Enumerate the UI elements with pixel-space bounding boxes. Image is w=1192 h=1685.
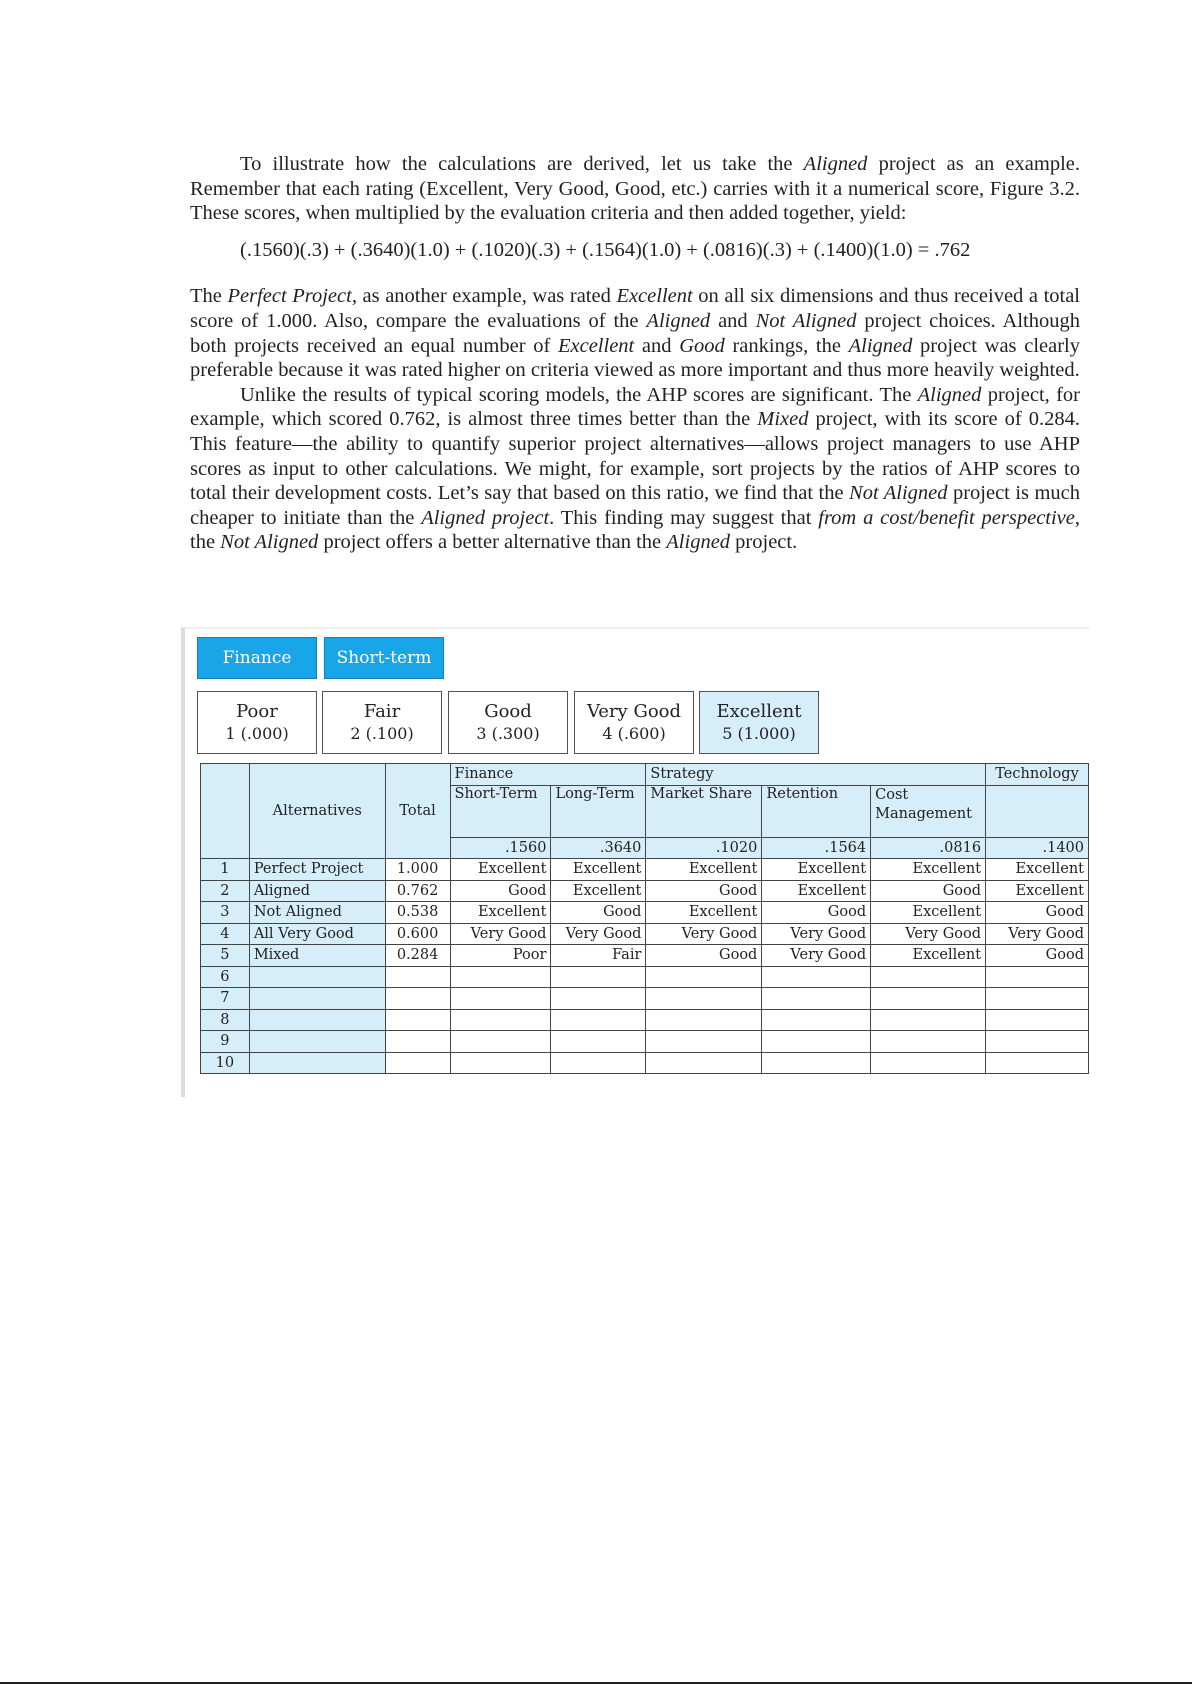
scale-value: 1 (.000) bbox=[225, 723, 289, 743]
rating-cell[interactable] bbox=[450, 1009, 551, 1031]
row-number[interactable]: 4 bbox=[201, 923, 250, 945]
footer-rule bbox=[0, 1682, 1192, 1684]
total-score[interactable]: 0.538 bbox=[385, 902, 450, 924]
rating-cell[interactable] bbox=[551, 1052, 646, 1074]
rating-cell[interactable]: Good bbox=[871, 880, 986, 902]
rating-cell[interactable]: Good bbox=[551, 902, 646, 924]
text-run: project. bbox=[730, 531, 798, 554]
rating-cell[interactable] bbox=[450, 1031, 551, 1053]
rating-cell[interactable] bbox=[871, 1031, 986, 1053]
row-number[interactable]: 7 bbox=[201, 988, 250, 1010]
alternatives-header: Alternatives bbox=[249, 764, 385, 859]
rating-cell[interactable]: Excellent bbox=[871, 902, 986, 924]
paragraph-3 bbox=[190, 383, 1080, 555]
rating-cell[interactable]: Good bbox=[450, 880, 551, 902]
body-text bbox=[190, 152, 1080, 555]
scale-value: 5 (1.000) bbox=[722, 723, 796, 743]
text-run: project, with its score of 0.284. This feature—the ability to quantify superior project alternatives—allows project managers to use AHP scores as input to other calculations. We might, for example, sort projects by the ratios of AHP scores to total their development costs. Let’s say that based on this ratio, we find that the bbox=[190, 408, 1081, 505]
row-number[interactable]: 2 bbox=[201, 880, 250, 902]
table-row bbox=[201, 902, 1089, 924]
alternative-name[interactable] bbox=[249, 966, 385, 988]
rating-cell[interactable] bbox=[871, 988, 986, 1010]
italic-run: Not Aligned bbox=[220, 531, 319, 554]
total-score[interactable]: 0.762 bbox=[385, 880, 450, 902]
ahp-score-table bbox=[200, 763, 1089, 1074]
rating-cell[interactable] bbox=[986, 1031, 1089, 1053]
rating-cell[interactable] bbox=[646, 1052, 762, 1074]
table-row bbox=[201, 923, 1089, 945]
rating-cell[interactable] bbox=[986, 1009, 1089, 1031]
rating-cell[interactable]: Excellent bbox=[871, 945, 986, 967]
rating-cell[interactable]: Good bbox=[646, 880, 762, 902]
rating-cell[interactable]: Good bbox=[762, 902, 871, 924]
text-run: To illustrate how the calculations are derived, let us take the bbox=[240, 153, 804, 175]
scale-poor[interactable] bbox=[197, 691, 317, 754]
total-score[interactable] bbox=[385, 1009, 450, 1031]
text-run: and bbox=[634, 334, 680, 357]
strategy-group-header: Strategy bbox=[646, 764, 986, 786]
rating-cell[interactable]: Excellent bbox=[762, 859, 871, 881]
rating-cell[interactable] bbox=[986, 1052, 1089, 1074]
weight-retention: .1564 bbox=[762, 837, 871, 859]
total-score[interactable] bbox=[385, 966, 450, 988]
total-score[interactable] bbox=[385, 1031, 450, 1053]
italic-run: Aligned bbox=[803, 153, 868, 175]
rating-cell[interactable]: Excellent bbox=[646, 859, 762, 881]
italic-run: Aligned bbox=[666, 531, 731, 554]
alternative-name[interactable]: Mixed bbox=[249, 945, 385, 967]
rating-cell[interactable] bbox=[646, 966, 762, 988]
rating-cell[interactable] bbox=[986, 988, 1089, 1010]
rating-cell[interactable]: Good bbox=[646, 945, 762, 967]
retention-header: Retention bbox=[762, 785, 871, 837]
market-share-header: Market Share bbox=[646, 785, 762, 837]
italic-run: from a cost/benefit perspective bbox=[818, 506, 1075, 529]
rating-cell[interactable] bbox=[986, 966, 1089, 988]
rating-cell[interactable]: Very Good bbox=[871, 923, 986, 945]
ahp-figure bbox=[181, 627, 1089, 1097]
table-row bbox=[201, 880, 1089, 902]
text-run: . This finding may suggest that bbox=[549, 506, 819, 529]
italic-run: Not Aligned bbox=[755, 309, 857, 332]
table-row bbox=[201, 859, 1089, 881]
italic-run: Aligned project bbox=[421, 506, 550, 529]
paragraph-1 bbox=[190, 152, 1080, 226]
scale-label: Good bbox=[484, 700, 532, 722]
row-number-header bbox=[201, 764, 250, 859]
italic-run: Mixed bbox=[757, 408, 809, 431]
rating-cell[interactable] bbox=[450, 966, 551, 988]
rating-cell[interactable] bbox=[551, 1031, 646, 1053]
rating-cell[interactable]: Poor bbox=[450, 945, 551, 967]
rating-cell[interactable] bbox=[871, 1009, 986, 1031]
scale-value: 3 (.300) bbox=[476, 723, 540, 743]
rating-cell[interactable] bbox=[551, 1009, 646, 1031]
rating-cell[interactable] bbox=[871, 966, 986, 988]
text-run: on all six dimensions and thus received a total score of 1.000. Also, compare the evaluations of the bbox=[190, 285, 1081, 332]
total-score[interactable] bbox=[385, 1052, 450, 1074]
alternative-name[interactable]: Not Aligned bbox=[249, 902, 385, 924]
italic-run: Excellent bbox=[557, 334, 635, 357]
scale-very-good[interactable] bbox=[574, 691, 694, 754]
row-number[interactable]: 6 bbox=[201, 966, 250, 988]
text-run: , the bbox=[190, 506, 1081, 554]
table-row bbox=[201, 988, 1089, 1010]
alternative-name[interactable]: Aligned bbox=[249, 880, 385, 902]
alternative-name[interactable]: All Very Good bbox=[249, 923, 385, 945]
rating-cell[interactable]: Very Good bbox=[762, 945, 871, 967]
short-term-header: Short-Term bbox=[450, 785, 551, 837]
table-row bbox=[201, 945, 1089, 967]
rating-cell[interactable]: Excellent bbox=[450, 859, 551, 881]
weight-market-share: .1020 bbox=[646, 837, 762, 859]
row-number[interactable]: 3 bbox=[201, 902, 250, 924]
text-run: rankings, the bbox=[724, 334, 849, 357]
rating-cell[interactable] bbox=[450, 1052, 551, 1074]
rating-cell[interactable] bbox=[551, 988, 646, 1010]
row-number[interactable]: 9 bbox=[201, 1031, 250, 1053]
rating-cell[interactable]: Excellent bbox=[762, 880, 871, 902]
rating-cell[interactable] bbox=[450, 988, 551, 1010]
rating-cell[interactable] bbox=[646, 988, 762, 1010]
rating-cell[interactable]: Very Good bbox=[986, 923, 1089, 945]
row-number[interactable]: 5 bbox=[201, 945, 250, 967]
finance-group-header: Finance bbox=[450, 764, 646, 786]
rating-cell[interactable] bbox=[762, 1052, 871, 1074]
alternative-name[interactable] bbox=[249, 1052, 385, 1074]
rating-cell[interactable]: Excellent bbox=[646, 902, 762, 924]
rating-cell[interactable]: Excellent bbox=[986, 880, 1089, 902]
italic-run: Aligned bbox=[848, 334, 913, 357]
scale-label: Very Good bbox=[586, 700, 682, 722]
table-row bbox=[201, 1009, 1089, 1031]
text-run: project offers a better alternative than the bbox=[318, 531, 667, 554]
text-run: project is much cheaper to initiate than the bbox=[190, 482, 1081, 529]
total-score[interactable]: 0.600 bbox=[385, 923, 450, 945]
text-run: project as an example. Remember that each rating (Excellent, Very Good, Good, etc.) carries with it a numerical score, Figure 3.2. These scores, when multiplied by the evaluation criteria and then added together, yield: bbox=[190, 153, 1080, 225]
rating-cell[interactable]: Good bbox=[986, 902, 1089, 924]
alternative-name[interactable]: Perfect Project bbox=[249, 859, 385, 881]
scale-fair[interactable] bbox=[322, 691, 442, 754]
italic-run: Good bbox=[679, 334, 725, 357]
scale-excellent[interactable] bbox=[699, 691, 819, 754]
total-score[interactable]: 1.000 bbox=[385, 859, 450, 881]
rating-cell[interactable]: Very Good bbox=[646, 923, 762, 945]
weight-technology: .1400 bbox=[986, 837, 1089, 859]
rating-cell[interactable]: Good bbox=[986, 945, 1089, 967]
cost-management-header: Cost Management bbox=[871, 785, 986, 837]
text-run: The bbox=[190, 285, 228, 308]
italic-run: Excellent bbox=[616, 285, 693, 308]
row-number[interactable]: 8 bbox=[201, 1009, 250, 1031]
scale-value: 4 (.600) bbox=[602, 723, 666, 743]
total-header: Total bbox=[385, 764, 450, 859]
paragraph-2 bbox=[190, 284, 1080, 382]
italic-run: Aligned bbox=[917, 383, 982, 406]
rating-cell[interactable] bbox=[762, 966, 871, 988]
scale-good[interactable] bbox=[448, 691, 568, 754]
table-row bbox=[201, 1052, 1089, 1074]
scale-value: 2 (.100) bbox=[350, 723, 414, 743]
row-number[interactable]: 1 bbox=[201, 859, 250, 881]
weight-cost-management: .0816 bbox=[871, 837, 986, 859]
rating-cell[interactable]: Excellent bbox=[986, 859, 1089, 881]
text-run: , as another example, was rated bbox=[351, 285, 617, 308]
rating-cell[interactable]: Excellent bbox=[551, 880, 646, 902]
rating-cell[interactable] bbox=[551, 966, 646, 988]
text-run: project was clearly preferable because it was rated higher on criteria viewed as more important and thus more heavily weighted. bbox=[190, 334, 1080, 382]
rating-cell[interactable] bbox=[762, 1031, 871, 1053]
long-term-header: Long-Term bbox=[551, 785, 646, 837]
rating-cell[interactable] bbox=[646, 1009, 762, 1031]
scale-label: Poor bbox=[236, 700, 278, 722]
text-run: project choices. Although both projects received an equal number of bbox=[190, 309, 1080, 357]
ahp-equation: (.1560)(.3) + (.3640)(1.0) + (.1020)(.3) + (.1564)(1.0) + (.0816)(.3) + (.1400)(1.0) = .762 bbox=[240, 238, 971, 261]
weight-long-term: .3640 bbox=[551, 837, 646, 859]
rating-cell[interactable] bbox=[871, 1052, 986, 1074]
rating-cell[interactable]: Very Good bbox=[551, 923, 646, 945]
total-score[interactable] bbox=[385, 988, 450, 1010]
alternative-name[interactable] bbox=[249, 1031, 385, 1053]
rating-cell[interactable]: Very Good bbox=[450, 923, 551, 945]
alternative-name[interactable] bbox=[249, 988, 385, 1010]
text-run: and bbox=[710, 309, 756, 332]
rating-cell[interactable] bbox=[646, 1031, 762, 1053]
rating-cell[interactable]: Excellent bbox=[551, 859, 646, 881]
row-number[interactable]: 10 bbox=[201, 1052, 250, 1074]
scale-label: Fair bbox=[363, 700, 401, 722]
rating-cell[interactable]: Excellent bbox=[450, 902, 551, 924]
italic-run: Not Aligned bbox=[849, 482, 948, 505]
rating-cell[interactable] bbox=[762, 988, 871, 1010]
text-run: project, for example, which scored 0.762, is almost three times better than the bbox=[190, 383, 1080, 431]
rating-cell[interactable] bbox=[762, 1009, 871, 1031]
table-row bbox=[201, 1031, 1089, 1053]
technology-subheader bbox=[986, 785, 1089, 837]
total-score[interactable]: 0.284 bbox=[385, 945, 450, 967]
weight-short-term: .1560 bbox=[450, 837, 551, 859]
alternative-name[interactable] bbox=[249, 1009, 385, 1031]
rating-cell[interactable]: Excellent bbox=[871, 859, 986, 881]
text-run: Unlike the results of typical scoring models, the AHP scores are significant. The bbox=[240, 383, 918, 406]
rating-cell[interactable]: Fair bbox=[551, 945, 646, 967]
table-row bbox=[201, 966, 1089, 988]
tab-short-term[interactable]: Short-term bbox=[324, 637, 444, 679]
rating-cell[interactable]: Very Good bbox=[762, 923, 871, 945]
italic-run: Aligned bbox=[646, 309, 711, 332]
scale-label: Excellent bbox=[716, 700, 802, 722]
tab-finance[interactable]: Finance bbox=[197, 637, 317, 679]
technology-group-header: Technology bbox=[986, 764, 1089, 786]
italic-run: Perfect Project bbox=[227, 285, 352, 308]
